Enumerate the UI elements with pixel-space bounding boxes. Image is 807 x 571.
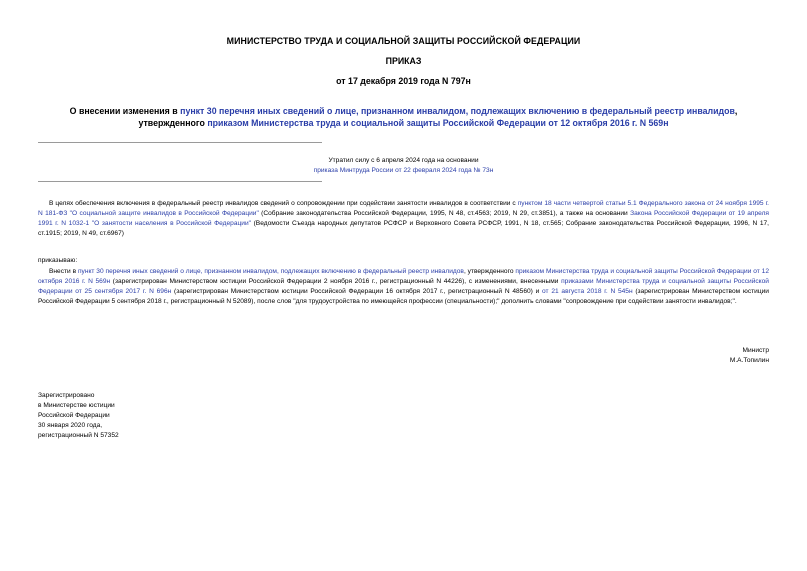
order-text-5: (зарегистрирован Министерством юстиции Российской Федерации 5 сентября 2018 г., регистрационный N 52089), после слов "для трудоустройства по имеющейся профессии (специальности);" дополнить словами "сопровождение при содействии занятости инвалидов;". — [38, 288, 769, 305]
signature-block — [730, 346, 769, 366]
registration-line: Российской Федерации — [38, 412, 110, 419]
title-link-clause-30[interactable]: пункт 30 перечня иных сведений о лице, признанном инвалидом, подлежащих включению в федеральный реестр инвалидов — [180, 106, 735, 116]
signature-role: Министр — [742, 347, 769, 354]
registration-number: регистрационный N 57352 — [38, 432, 119, 439]
registration-date: 30 января 2020 года, — [38, 422, 103, 429]
preamble-text-1: В целях обеспечения включения в федеральный реестр инвалидов сведений о сопровождении при содействии занятости инвалидов в соответствии с — [49, 200, 518, 207]
order-text-3: (зарегистрирован Министерством юстиции Российской Федерации 2 ноября 2016 г., регистрационный N 44226), с изменениями, внесенными — [110, 278, 562, 285]
document-type: ПРИКАЗ — [385, 56, 422, 66]
order-text-4: (зарегистрирован Министерством юстиции Российской Федерации 16 октября 2017 г., регистрационный N 48560) и — [171, 288, 543, 295]
order-paragraph — [38, 267, 769, 307]
ministry-heading: МИНИСТЕРСТВО ТРУДА И СОЦИАЛЬНОЙ ЗАЩИТЫ РОССИЙСКОЙ ФЕДЕРАЦИИ — [226, 36, 581, 46]
document-date-number: от 17 декабря 2019 года N 797н — [336, 76, 471, 86]
title-text-2: , утвержденного — [138, 106, 738, 128]
order-link-order-569n[interactable]: приказом Министерства труда и социальной защиты Российской Федерации от 12 октября 2016 г. N 569н — [38, 268, 769, 285]
status-note-text: Утратил силу с 6 апреля 2024 года на основании — [328, 157, 479, 164]
order-link-order-545n[interactable]: от 21 августа 2018 г. N 545н — [542, 288, 633, 295]
ordered-word: приказываю: — [38, 257, 78, 264]
status-note — [0, 156, 807, 176]
title-link-order-569n[interactable]: приказом Министерства труда и социальной защиты Российской Федерации от 12 октября 2016 г. N 569н — [207, 118, 669, 128]
order-text-1: Внести в — [49, 268, 78, 275]
preamble-link-law-1032-1[interactable]: Закона Российской Федерации от 19 апреля 1991 г. N 1032-1 "О занятости населения в Российской Федерации" — [38, 210, 769, 227]
order-text-2: , утвержденного — [463, 268, 516, 275]
preamble-text-2: (Собрание законодательства Российской Федерации, 1995, N 48, ст.4563; 2019, N 29, ст.3851), а также на основании — [258, 210, 631, 217]
order-link-clause-30[interactable]: пункт 30 перечня иных сведений о лице, признанном инвалидом, подлежащих включению в федеральный реестр инвалидов — [77, 268, 464, 275]
preamble-text-3: (Ведомости Съезда народных депутатов РСФСР и Верховного Совета РСФСР, 1991, N 18, ст.565; Собрание законодательства Российской Федерации, 1996, N 17, ст.1915; 2019, N 49, ст.6967) — [38, 220, 769, 237]
order-link-order-696n[interactable]: приказами Министерства труда и социальной защиты Российской Федерации от 25 сентября 2017 г. N 696н — [38, 278, 769, 295]
preamble-paragraph — [38, 199, 769, 239]
signature-name: М.А.Топилин — [729, 357, 769, 364]
divider-bottom — [38, 181, 322, 182]
registration-line: Зарегистрировано — [38, 392, 95, 399]
status-note-link[interactable]: приказа Минтруда России от 22 февраля 2024 года № 73н — [313, 167, 494, 174]
registration-line: в Министерстве юстиции — [38, 402, 115, 409]
title-text-1: О внесении изменения в — [69, 106, 181, 116]
divider-top — [38, 142, 322, 143]
registration-block — [38, 391, 119, 441]
preamble-link-law-181fz[interactable]: пунктом 18 части четвертой статьи 5.1 Федерального закона от 24 ноября 1995 г. N 181-ФЗ "О социальной защите инвалидов в Российской Федерации" — [38, 200, 769, 217]
document-title — [50, 105, 757, 129]
